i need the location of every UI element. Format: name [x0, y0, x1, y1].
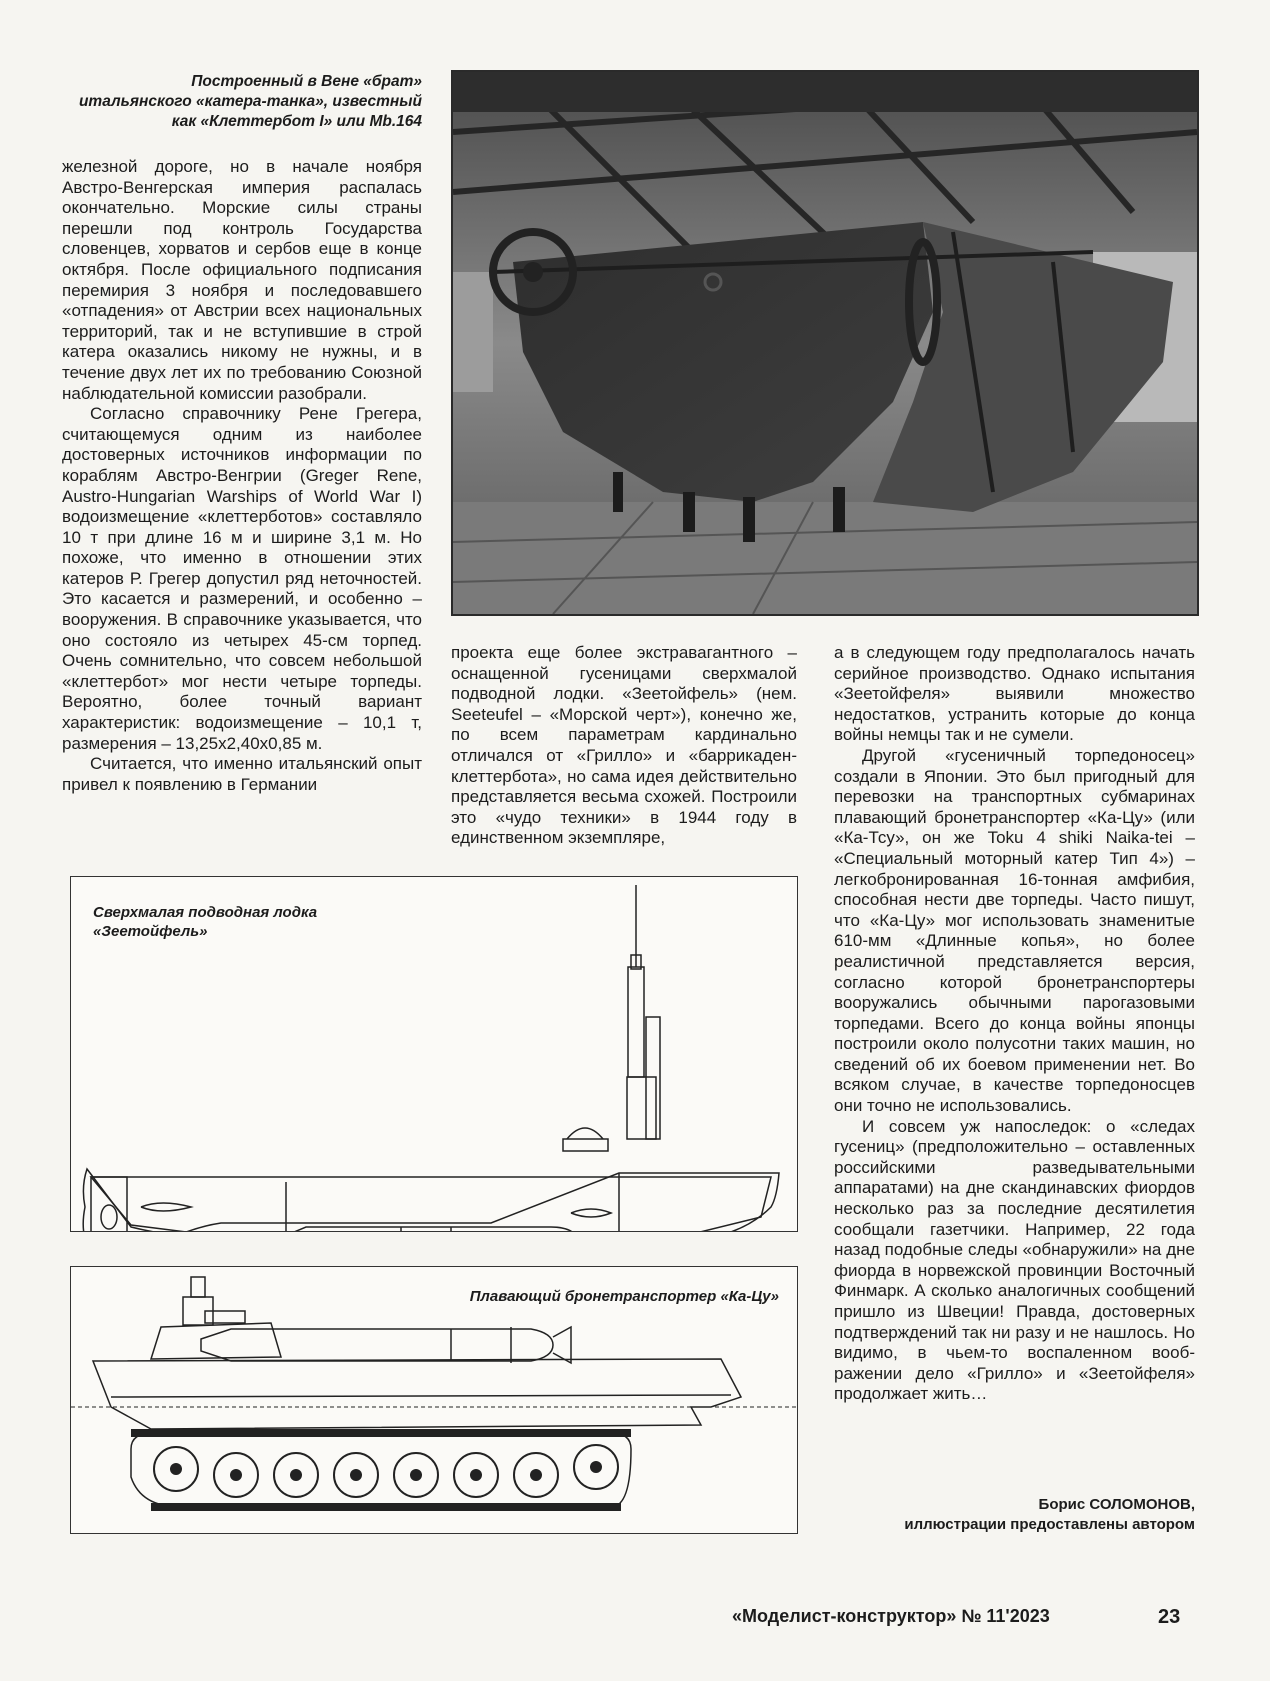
illustration-credit: иллюстрации предоставлены автором: [904, 1516, 1195, 1533]
paragraph: Другой «гусеничный торпедоносец» создали в Японии. Это был пригодный для перевозки на транспортных субмаринах плавающий бронетранспортер «Ка-Цу» (или «Ка-Тсу», он же Toku 4 shiki Naika-tei – «Специальный моторный катер Тип 4») – легкобронированная 16-тонная амфибия, способная нести две торпеды. Часто пишут, что «Ка-Цу» мог использовать знаменитые 610-мм «Длинные копья», но более реалистичной представляется версия, согласно которой бронетранспортеры вооружались обычными парогазовыми торпедами. Всего до конца войны японцы построили около полусотни таких машин, но сведений об их боевом применении нет. Во всяком случае, в качестве торпедоносцев они точно не использовались.: [834, 745, 1195, 1116]
seeteufel-drawing: [70, 876, 798, 1232]
photo-caption: [60, 72, 422, 132]
photo-caption-line: итальянского «катера-танка», известный: [78, 93, 422, 110]
magazine-footer: «Моделист-конструктор» № 11'2023: [732, 1606, 1050, 1626]
drawing-caption: Плавающий бронетранспортер «Ка-Цу»: [469, 1288, 779, 1305]
photo-caption-line: как «Клеттербот I» или Mb.164: [171, 113, 422, 130]
paragraph: И совсем уж напоследок: о «следах гусениц» (предположительно – оставленных российскими разведывательными аппаратами) на дне скандинавских фиордов несколько раз за последние десятилетия сообщали газетчики. Например, 22 года назад подобные следы «обнаружили» на дне фиорда в норвежской провинции Восточный Финмарк. А сколько аналогичных сообщений пришло из Швеции! Правда, достоверных подтверждений так ни разу и не нашлось. Но видимо, в чьем-то воспаленном воображении дело «Грилло» и «Зеетойфеля» продолжает жить…: [834, 1116, 1195, 1404]
paragraph: проекта еще более экстравагантного – оснащенной гусеницами сверхмалой подводной лодки. «Зеетойфель» (нем. Seeteufel – «Морской черт»), конечно же, по всем параметрам кардинально отличался от «Грилло» и «баррикаденклеттербота», но сама идея действительно представляется весьма схожей. Построили это «чудо техники» в 1944 году в единственном экземпляре,: [451, 643, 797, 848]
klettterboot-photo: [451, 70, 1199, 616]
signature: [834, 1495, 1195, 1535]
drawing-caption-line: Сверхмалая подводная лодка: [93, 904, 318, 921]
paragraph: а в следующем году предполагалось начать серийное производство. Однако испытания «Зеетойфеля» выявили множество недостатков, устранить которые до конца войны немцы так и не сумели.: [834, 643, 1195, 745]
paragraph: Согласно справочнику Рене Грегера, считающемуся одним из наиболее достоверных источников информации по кораблям Австро-Венгрии (Greger Rene, Austro-Hungarian Warships of World War I) водоизмещение «клеттерботов» составляло 10 т при длине 16 м и ширине 3,1 м. Но похоже, что именно в отношении этих катеров Р. Грегер допустил ряд неточностей. Это касается и размерений, и особенно – вооружения. В справочнике указывается, что оно состояло из четырех 45-см торпед. Очень сомнительно, что совсем небольшой «клеттербот» мог нести четыре торпеды. Вероятно, более точный вариант характеристик: водоизмещение – 10,1 т, размерения – 13,25x2,40x0,85 м.: [62, 404, 422, 753]
page-number: 23: [1158, 1606, 1181, 1628]
paragraph: Считается, что именно итальянский опыт привел к появлению в Германии: [62, 754, 422, 794]
ka-tsu-side-view: [71, 1267, 797, 1533]
text-column-3: [834, 643, 1195, 1405]
text-column-1: [62, 157, 422, 795]
seeteufel-side-view: [71, 877, 797, 1231]
text-column-2: [451, 643, 797, 849]
author-name: Борис СОЛОМОНОВ,: [1038, 1496, 1195, 1513]
ka-tsu-drawing: [70, 1266, 798, 1534]
paragraph: железной дороге, но в начале ноября Австро-Венгерская империя распалась окончательно. Морские силы страны перешли под контроль Государства словенцев, хорватов и сербов еще в конце октября. После официального подписания перемирия 3 ноября и последовавшего «отпадения» от Австрии всех национальных территорий, так и не вступившие в строй катера оказались никому не нужны, и в течение двух лет их по требованию Союзной наблюдательной комиссии разобрали.: [62, 157, 422, 403]
photo-caption-line: Построенный в Вене «брат»: [191, 73, 422, 90]
drawing-caption-line: «Зеетойфель»: [93, 923, 208, 940]
